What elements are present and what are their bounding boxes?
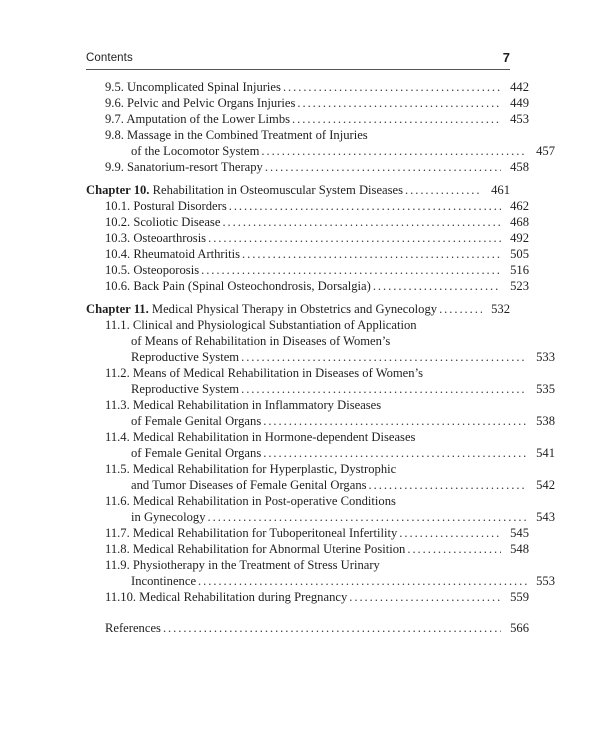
entry-page: 523 — [510, 279, 529, 293]
dot-leader — [399, 525, 501, 541]
dot-leader — [263, 413, 527, 429]
toc-entry — [86, 541, 529, 557]
entry-page: 566 — [510, 621, 529, 635]
toc-entry — [86, 365, 529, 381]
entry-title: 10.2. Scoliotic Disease — [105, 215, 221, 229]
entry-title: 10.6. Back Pain (Spinal Osteochondrosis, Dorsalgia) — [105, 279, 371, 293]
toc-entry — [86, 317, 529, 333]
entry-title: References — [105, 621, 161, 635]
dot-leader — [198, 573, 527, 589]
entry-page: 468 — [510, 215, 529, 229]
dot-leader — [241, 349, 527, 365]
entry-title: 10.4. Rheumatoid Arthritis — [105, 247, 241, 261]
entry-title: 11.10. Medical Rehabilitation during Pregnancy — [105, 590, 348, 604]
entry-title: Reproductive System — [131, 382, 240, 396]
dot-leader — [369, 477, 527, 493]
dot-leader — [263, 445, 527, 461]
toc-entry — [86, 589, 529, 605]
toc-entry — [86, 278, 529, 294]
entry-page: 559 — [510, 590, 529, 604]
entry-page: 442 — [510, 80, 529, 94]
entry-title: Reproductive System — [131, 350, 240, 364]
header-page-number: 7 — [502, 50, 510, 65]
entry-title: 11.1. Clinical and Physiological Substantiation of Application — [105, 318, 417, 332]
entry-page: 535 — [536, 382, 555, 396]
entry-title: 11.9. Physiotherapy in the Treatment of Stress Urinary — [105, 558, 380, 572]
entry-title: 11.2. Means of Medical Rehabilitation in Diseases of Women’s — [105, 366, 423, 380]
entry-title: of Female Genital Organs — [131, 414, 262, 428]
entry-page: 533 — [536, 350, 555, 364]
entry-title: Medical Physical Therapy in Obstetrics and Gynecology — [148, 302, 438, 316]
dot-leader — [208, 230, 501, 246]
toc-entry-continuation — [86, 333, 555, 349]
toc-entry-continuation — [86, 381, 555, 397]
dot-leader — [405, 182, 482, 198]
toc-chapter-entry — [86, 301, 510, 317]
toc-chapter-entry — [86, 182, 510, 198]
entry-title: 9.8. Massage in the Combined Treatment of Injuries — [105, 128, 368, 142]
dot-leader — [241, 381, 527, 397]
dot-leader — [201, 262, 501, 278]
entry-page: 457 — [536, 144, 555, 158]
entry-title: 9.5. Uncomplicated Spinal Injuries — [105, 80, 281, 94]
entry-page: 532 — [491, 302, 510, 316]
toc-entry — [86, 397, 529, 413]
header-title: Contents — [86, 52, 133, 64]
running-header — [86, 52, 510, 68]
dot-leader — [163, 620, 501, 636]
entry-title: 9.7. Amputation of the Lower Limbs — [105, 112, 291, 126]
dot-leader — [261, 143, 527, 159]
entry-page: 545 — [510, 526, 529, 540]
dot-leader — [407, 541, 501, 557]
entry-title: 10.5. Osteoporosis — [105, 263, 200, 277]
toc-entry-references — [86, 620, 529, 636]
dot-leader — [208, 509, 528, 525]
toc-entry — [86, 198, 529, 214]
toc-entry — [86, 461, 529, 477]
entry-page: 541 — [536, 446, 555, 460]
toc-entry — [86, 262, 529, 278]
entry-title: 11.8. Medical Rehabilitation for Abnormal Uterine Position — [105, 542, 406, 556]
entry-title: 11.5. Medical Rehabilitation for Hyperplastic, Dystrophic — [105, 462, 397, 476]
entry-page: 505 — [510, 247, 529, 261]
chapter-number: Chapter 10. — [86, 183, 150, 197]
dot-leader — [439, 301, 482, 317]
toc-entry — [86, 79, 529, 95]
toc-entry — [86, 557, 529, 573]
toc-entry — [86, 230, 529, 246]
toc-entry — [86, 127, 529, 143]
dot-leader — [373, 278, 501, 294]
entry-title: in Gynecology — [131, 510, 206, 524]
entry-page: 516 — [510, 263, 529, 277]
dot-leader — [292, 111, 501, 127]
toc-entry — [86, 95, 529, 111]
toc-entry-continuation — [86, 477, 555, 493]
dot-leader — [283, 79, 501, 95]
entry-title: 11.4. Medical Rehabilitation in Hormone-dependent Diseases — [105, 430, 416, 444]
entry-title: of Female Genital Organs — [131, 446, 262, 460]
entry-page: 461 — [491, 183, 510, 197]
toc-entry — [86, 111, 529, 127]
entry-title: 11.6. Medical Rehabilitation in Post-operative Conditions — [105, 494, 396, 508]
toc-entry — [86, 246, 529, 262]
entry-page: 553 — [536, 574, 555, 588]
entry-page: 548 — [510, 542, 529, 556]
entry-title: 10.3. Osteoarthrosis — [105, 231, 207, 245]
entry-page: 492 — [510, 231, 529, 245]
toc-entry-continuation — [86, 445, 555, 461]
entry-title: 9.6. Pelvic and Pelvic Organs Injuries — [105, 96, 296, 110]
entry-title: Rehabilitation in Osteomuscular System Diseases — [149, 183, 404, 197]
dot-leader — [222, 214, 501, 230]
dot-leader — [349, 589, 501, 605]
entry-page: 543 — [536, 510, 555, 524]
toc-entry-continuation — [86, 349, 555, 365]
entry-page: 462 — [510, 199, 529, 213]
entry-title: of Means of Rehabilitation in Diseases of Women’s — [131, 334, 391, 348]
entry-title: 11.7. Medical Rehabilitation for Tuboperitoneal Infertility — [105, 526, 398, 540]
entry-title: and Tumor Diseases of Female Genital Organs — [131, 478, 367, 492]
entry-page: 542 — [536, 478, 555, 492]
header-rule — [86, 69, 510, 70]
entry-page: 453 — [510, 112, 529, 126]
toc-entry-continuation — [86, 573, 555, 589]
dot-leader — [297, 95, 501, 111]
toc-entry — [86, 493, 529, 509]
toc-entry — [86, 525, 529, 541]
dot-leader — [242, 246, 501, 262]
entry-page: 538 — [536, 414, 555, 428]
entry-page: 449 — [510, 96, 529, 110]
toc-entry-continuation — [86, 413, 555, 429]
toc-entry-continuation — [86, 509, 555, 525]
entry-title: 11.3. Medical Rehabilitation in Inflammatory Diseases — [105, 398, 382, 412]
entry-title: Incontinence — [131, 574, 197, 588]
toc-entry — [86, 159, 529, 175]
toc-entry — [86, 214, 529, 230]
entry-title: 10.1. Postural Disorders — [105, 199, 227, 213]
toc-entry-continuation — [86, 143, 555, 159]
entry-title: 9.9. Sanatorium-resort Therapy — [105, 160, 263, 174]
dot-leader — [265, 159, 501, 175]
entry-page: 458 — [510, 160, 529, 174]
toc-entry — [86, 429, 529, 445]
dot-leader — [229, 198, 501, 214]
chapter-number: Chapter 11. — [86, 302, 149, 316]
entry-title: of the Locomotor System — [131, 144, 260, 158]
